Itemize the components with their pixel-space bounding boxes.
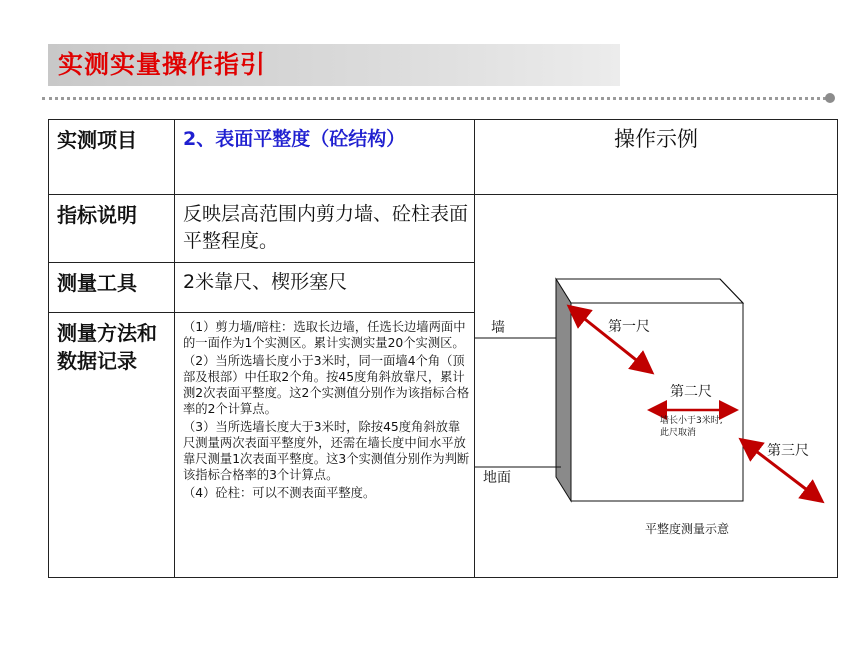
divider-end-dot bbox=[825, 93, 835, 103]
ruler-2-note-2: 此尺取消 bbox=[660, 428, 697, 438]
ruler-2-label: 第二尺 bbox=[670, 384, 712, 400]
method-paragraph-1: （1）剪力墙/暗柱：选取长边墙，任选长边墙两面中的一面作为1个实测区。累计实测实量20个实测区。 bbox=[183, 320, 466, 350]
row-value-indicator: 反映层高范围内剪力墙、砼柱表面平整程度。 bbox=[174, 194, 475, 263]
method-paragraph-4: （4）砼柱：可以不测表面平整度。 bbox=[183, 486, 376, 500]
wall-diagram bbox=[475, 195, 837, 577]
box-side-face bbox=[556, 279, 571, 501]
wall-label: 墙 bbox=[491, 320, 505, 336]
box-top-face bbox=[556, 279, 743, 303]
row-label-item: 实测项目 bbox=[48, 119, 175, 195]
row-value-tools: 2米靠尺、楔形塞尺 bbox=[174, 262, 475, 313]
title-bar bbox=[48, 44, 620, 86]
method-paragraph-2: （2）当所选墙长度小于3米时，同一面墙4个角（顶部及根部）中任取2个角。按45度角斜放靠尺，累计测2次表面平整度。这2个实测值分别作为该指标合格率的2个计算点。 bbox=[183, 354, 470, 416]
ruler-1-label: 第一尺 bbox=[608, 319, 650, 335]
diagram-caption: 平整度测量示意 bbox=[645, 522, 730, 536]
dotted-divider bbox=[42, 97, 826, 100]
method-paragraph-3: （3）当所选墙长度大于3米时，除按45度角斜放靠尺测量两次表面平整度外，还需在墙长度中间水平放靠尺测量1次表面平整度。这3个实测值分别作为判断该指标合格率的3个计算点。 bbox=[183, 420, 470, 482]
page-title: 实测实量操作指引 bbox=[58, 50, 267, 79]
row-label-method: 测量方法和数据记录 bbox=[48, 312, 175, 578]
row-value-method bbox=[174, 312, 475, 578]
ground-label: 地面 bbox=[483, 470, 511, 486]
ruler-3-label: 第三尺 bbox=[767, 443, 809, 459]
row-label-tools: 测量工具 bbox=[48, 262, 175, 313]
box-front-face bbox=[571, 303, 743, 501]
ruler-2-note-1: 墙长小于3米时, bbox=[660, 416, 723, 426]
row-label-indicator: 指标说明 bbox=[48, 194, 175, 263]
example-cell bbox=[474, 194, 838, 578]
row-value-item: 2、表面平整度（砼结构） bbox=[174, 119, 475, 195]
guide-table bbox=[48, 119, 838, 578]
example-header: 操作示例 bbox=[474, 119, 838, 195]
